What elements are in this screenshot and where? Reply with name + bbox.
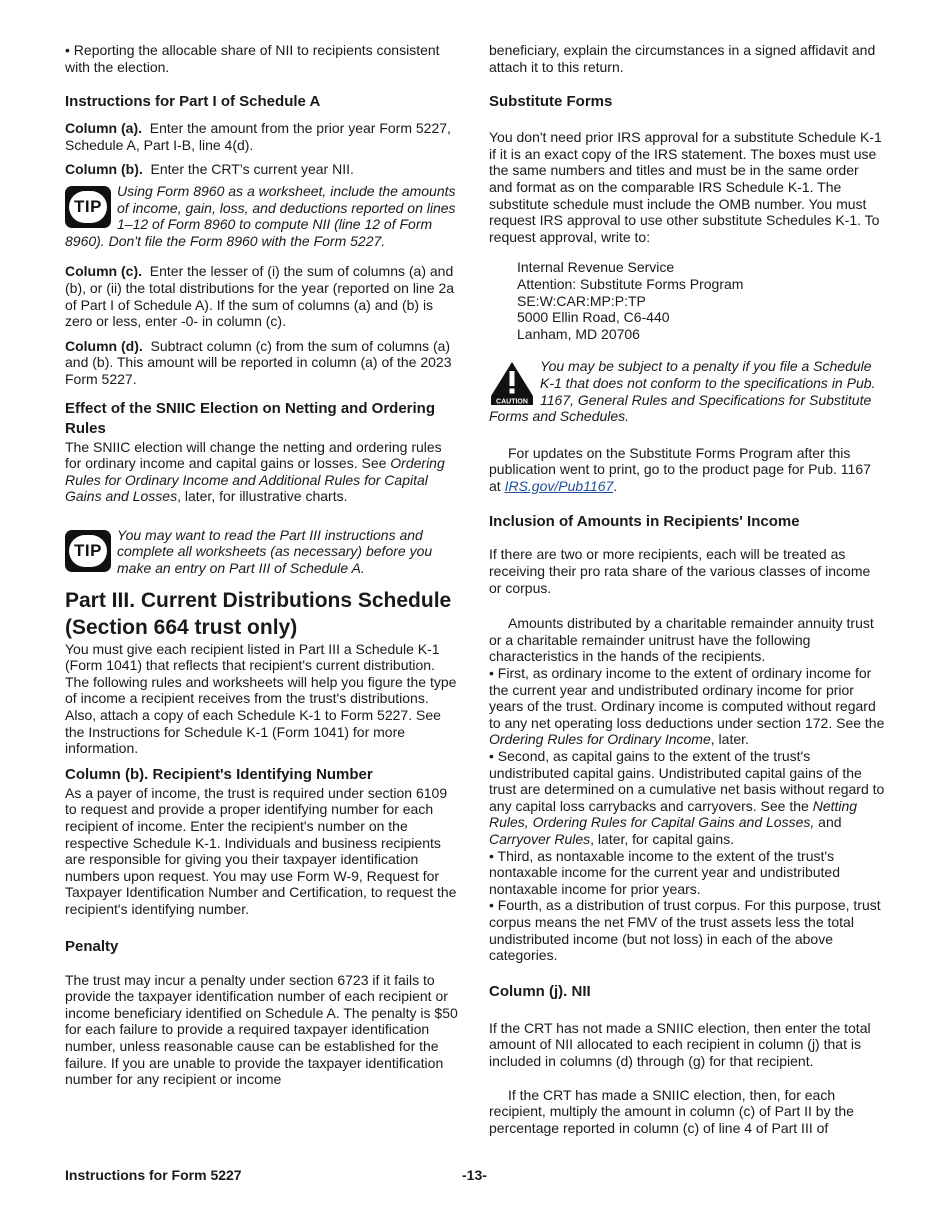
sniic-effect-paragraph: The SNIIC election will change the netting and ordering rules for ordinary income and capital gains or losses. See Ordering Rules for Ordinary Income and Additional Rules for Capital Gains and Losses, later, for illustrative charts.: [65, 438, 445, 505]
column-c-text: Enter the lesser of (i) the sum of columns (a) and (b), or (ii) the total distributions for the year (reported on line 2a of Part I of Schedule A). If the sum of columns (a) and (b) is zero or less, enter -0- in column (c).: [65, 263, 455, 330]
tip-note-part3: [65, 527, 461, 577]
tip-icon: TIP: [65, 186, 111, 228]
heading-part3: Part III. Current Distributions Schedule (Section 664 trust only): [65, 588, 452, 639]
heading-inclusion-amounts: Inclusion of Amounts in Recipients' Income: [489, 513, 800, 531]
heading-penalty: Penalty: [65, 937, 119, 955]
column-j-paragraph-1: If the CRT has not made a SNIIC election, then enter the total amount of NII allocated to each recipient in column (j) that is included in columns (d) through (g) for that recipient.: [489, 1019, 871, 1069]
column-b-text: Enter the CRT’s current year NII.: [150, 161, 354, 178]
address-line: SE:W:CAR:MP:P:TP: [517, 292, 646, 309]
irs-mailing-address: [489, 259, 885, 342]
heading-sniic-effect: Effect of the SNIIC Election on Netting and Ordering Rules: [65, 399, 436, 437]
heading-column-j-nii: Column (j). NII: [489, 982, 591, 1000]
caution-label: CAUTION: [496, 398, 528, 406]
substitute-forms-paragraph: You don't need prior IRS approval for a substitute Schedule K-1 if it is an exact copy of the IRS statement. The boxes must use the same numbers and titles and must be in the same order and format as on the comparable IRS Schedule K-1. The substitute schedule must include the OMB number. You must request IRS approval to use other substitute Schedules K-1. To request approval, write to:: [489, 129, 882, 245]
caution-text: You may be subject to a penalty if you file a Schedule K-1 that does not conform to the specifications in Pub. 1167, General Rules and Specifications for Substitute Forms and Schedules.: [489, 358, 876, 425]
bullet-fourth-corpus: • Fourth, as a distribution of trust corpus. For this purpose, trust corpus means the net FMV of the trust assets less the total undistributed income (but not loss) in each of the above categories.: [489, 897, 881, 964]
column-c-paragraph: [65, 263, 461, 329]
bullet-second-capital-gains: • Second, as capital gains to the extent of the trust's undistributed capital gains. Undistributed capital gains of the trust are determined on a cumulative net basis without regard to any capital loss carrybacks and carryovers. See the Netting Rules, Ordering Rules for Capital Gains and Losses, and Carryover Rules, later, for capital gains.: [489, 748, 885, 847]
amounts-distributed-paragraph: Amounts distributed by a charitable remainder annuity trust or a charitable remainder unitrust have the following characteristics in the hands of the recipients.: [489, 615, 874, 665]
heading-column-b-identifying-number: Column (b). Recipient's Identifying Number: [65, 765, 373, 783]
address-line: Lanham, MD 20706: [517, 325, 640, 342]
heading-part1-instructions: Instructions for Part I of Schedule A: [65, 93, 321, 111]
address-line: Internal Revenue Service: [517, 259, 675, 276]
bullet-third-nontaxable: • Third, as nontaxable income to the extent of the trust's nontaxable income for the current year and undistributed nontaxable income for prior years.: [489, 847, 840, 897]
column-d-text: Subtract column (c) from the sum of columns (a) and (b). This amount will be reported in column (a) of the 2023 Form 5227.: [65, 337, 452, 387]
address-line: 5000 Ellin Road, C6-440: [517, 309, 670, 326]
ordering-rules-reference: Ordering Rules for Ordinary Income and Additional Rules for Capital Gains and Losses: [65, 455, 445, 505]
column-d-paragraph: [65, 338, 461, 388]
column-a-label: Column (a).: [65, 120, 142, 137]
inclusion-paragraph: If there are two or more recipients, each will be treated as receiving their pro rata share of the various classes of income or corpus.: [489, 546, 871, 596]
bullet-first-ordinary-income: • First, as ordinary income to the extent of ordinary income for the current year and undistributed ordinary income for prior years of the trust. Ordinary income is computed without regard to any net operating loss deductions under section 172. See the Ordering Rules for Ordinary Income, later.: [489, 665, 885, 748]
column-a-paragraph: [65, 120, 461, 153]
column-b-paragraph: [65, 161, 461, 178]
bullet-reporting-nii: • Reporting the allocable share of NII to recipients consistent with the election.: [65, 42, 440, 75]
caution-icon: [489, 360, 535, 406]
caution-note: [489, 358, 885, 424]
tip-text-form-8960: Using Form 8960 as a worksheet, include the amounts of income, gain, loss, and deductions reported on lines 1–12 of Form 8960 to compute NII (line 12 of Form 8960). Don't file the Form 8960 with the Form 5227.: [65, 182, 456, 249]
column-b-label: Column (b).: [65, 161, 143, 178]
continued-beneficiary-paragraph: beneficiary, explain the circumstances in a signed affidavit and attach it to this return.: [489, 42, 876, 75]
column-a-text: Enter the amount from the prior year Form 5227, Schedule A, Part I-B, line 4(d).: [65, 120, 451, 153]
penalty-paragraph: The trust may incur a penalty under section 6723 if it fails to provide the taxpayer identification number of each recipient or income beneficiary identified on Schedule A. The penalty is $50 for each failure to provide a required taxpayer identification number, unless reasonable cause can be established for the failure. If you are unable to provide the taxpayer identification number for any recipient or income: [65, 971, 458, 1088]
tip-note-form-8960: [65, 183, 461, 249]
heading-substitute-forms: Substitute Forms: [489, 93, 613, 111]
part3-paragraph: You must give each recipient listed in Part III a Schedule K-1 (Form 1041) that reflects that recipient's current distribution. The following rules and worksheets will help you figure the type of income a recipient receives from the trust's distributions. Also, attach a copy of each Schedule K-1 to Form 5227. See the Instructions for Schedule K-1 (Form 1041) for more information.: [65, 640, 457, 757]
pub1167-link[interactable]: IRS.gov/Pub1167: [504, 477, 614, 494]
tip-icon: TIP: [65, 530, 111, 572]
column-b-identifying-paragraph: As a payer of income, the trust is required under section 6109 to request and provide a proper identifying number for each recipient of income. Enter the recipient's number on the respective Schedule K-1. Individuals and business recipients are responsible for giving you their taxpayer identification numbers upon request. You may use Form W-9, Request for Taxpayer Identification Number and Certification, to request the recipient's identifying number.: [65, 784, 457, 917]
tip-text-part3: You may want to read the Part III instructions and complete all worksheets (as necessary) before you make an entry on Part III of Schedule A.: [117, 526, 433, 577]
column-c-label: Column (c).: [65, 263, 142, 280]
updates-paragraph: For updates on the Substitute Forms Program after this publication went to print, go to the product page for Pub. 1167 at IRS.gov/Pub1167.: [489, 444, 871, 494]
address-line: Attention: Substitute Forms Program: [517, 275, 744, 292]
column-j-paragraph-2: If the CRT has made a SNIIC election, then, for each recipient, multiply the amount in column (c) of Part II by the percentage reported in column (c) of line 4 of Part III of: [489, 1086, 854, 1136]
footer-page-number: -13-: [462, 1167, 487, 1183]
footer-form-title: Instructions for Form 5227: [65, 1167, 242, 1183]
right-column: [489, 42, 885, 1136]
column-d-label: Column (d).: [65, 337, 143, 354]
left-column: [65, 42, 461, 1088]
